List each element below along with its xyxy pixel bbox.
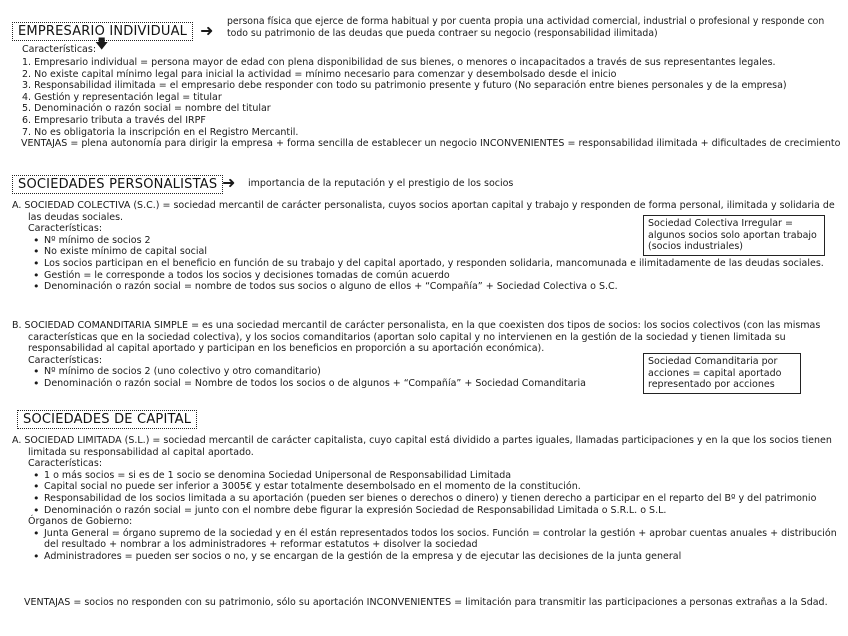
colectiva-irregular-box: Sociedad Colectiva Irregular = algunos socios solo aportan trabajo (socios industriales) <box>643 215 825 256</box>
right-arrow-icon: ➜ <box>222 173 236 192</box>
comanditaria-definition-cont: características que en la sociedad colectiva), y los socios comanditarios (aportan solo capital y no intervienen en la gestión de la sociedad y tienen limitada su <box>28 331 786 343</box>
empresario-ventajas: VENTAJAS = plena autonomía para dirigir la empresa + forma sencilla de establecer un negocio INCONVENIENTES = responsabilidad ilimitada + dificultades de crecimiento <box>21 138 841 150</box>
list-item: • Nº mínimo de socios 2 (uno colectivo y otro comanditario) <box>32 366 820 378</box>
personalistas-title: SOCIEDADES PERSONALISTAS <box>12 175 223 194</box>
organos-bullets <box>12 528 837 563</box>
empresario-list <box>22 57 840 150</box>
list-item: • Responsabilidad de los socios limitada a su aportación (pueden ser bienes o derechos o dinero) y tienen derecho a participar en el reparto del Bº y del patrimonio <box>32 493 837 505</box>
organos-label: Órganos de Gobierno: <box>28 516 133 528</box>
list-item: 4. Gestión y representación legal = titular <box>22 91 222 103</box>
list-item: • Denominación o razón social = Nombre de todos los socios o de algunos + “Compañía” + Sociedad Comanditaria <box>32 378 820 390</box>
limitada-definition: A. SOCIEDAD LIMITADA (S.L.) = sociedad mercantil de carácter capitalista, cuyo capital está dividido a partes iguales, llamadas participaciones y en la que los socios tienen <box>12 435 832 446</box>
list-item: 5. Denominación o razón social = nombre del titular <box>22 103 271 115</box>
right-arrow-icon: ➜ <box>200 21 214 40</box>
list-item: 6. Empresario tributa a través del IRPF <box>22 114 206 126</box>
capital-title: SOCIEDADES DE CAPITAL <box>17 410 197 429</box>
list-item: • Los socios participan en el beneficio en función de su trabajo y del capital aportado, y responden solidaria, mancomunada e ilimitadamente de las deudas sociales. <box>32 258 835 270</box>
comanditaria-characteristics-label: Características: <box>28 354 103 366</box>
comanditaria-acciones-box: Sociedad Comanditaria por acciones = capital aportado representado por acciones <box>643 353 801 394</box>
limitada-definition-cont: limitada su responsabilidad al capital aportado. <box>28 446 254 458</box>
colectiva-characteristics-label: Características: <box>28 223 103 235</box>
list-item: 1. Empresario individual = persona mayor de edad con plena disponibilidad de sus bienes, o menores o incapacitados a través de sus representantes legales. <box>22 57 776 68</box>
colectiva-definition: A. SOCIEDAD COLECTIVA (S.C.) = sociedad mercantil de carácter personalista, cuyos socios aportan capital y trabajo y responden de forma personal, ilimitada y solidaria de <box>12 200 835 211</box>
limitada-section <box>12 435 837 563</box>
junta-general-line: • Junta General = órgano supremo de la sociedad y en él están representados todos los socios. Función = controlar la gestión + aprobar cuentas anuales + distribución <box>44 527 837 539</box>
limitada-bullets <box>12 470 837 516</box>
list-item <box>32 551 837 563</box>
down-arrow-icon: 🡇 <box>95 37 109 52</box>
empresario-title: EMPRESARIO INDIVIDUAL <box>12 22 193 41</box>
comanditaria-definition-cont: responsabilidad al capital aportado y participan en los beneficios en proporción a su aportación económica). <box>28 343 545 355</box>
list-item <box>32 528 837 551</box>
list-item: • Capital social no puede ser inferior a 3005€ y estar totalmente desembolsado en el momento de la constitución. <box>32 481 837 493</box>
list-item: 7. No es obligatoria la inscripción en el Registro Mercantil. <box>22 126 299 138</box>
list-item: • Denominación o razón social = nombre de todos sus socios o alguno de ellos + “Compañía” + Sociedad Colectiva o S.C. <box>32 281 835 293</box>
list-item: • 1 o más socios = si es de 1 socio se denomina Sociedad Unipersonal de Responsabilidad Limitada <box>32 470 837 482</box>
list-item: • No existe mínimo de capital social <box>32 246 835 258</box>
list-item: • Gestión = le corresponde a todos los socios y decisiones tomadas de común acuerdo <box>32 270 835 282</box>
personalistas-definition: importancia de la reputación y el prestigio de los socios <box>248 178 514 189</box>
junta-general-line-cont: del resultado + nombrar a los administradores + reformar estatutos + disolver la sociedad <box>44 539 478 551</box>
colectiva-definition-cont: las deudas sociales. <box>28 211 124 223</box>
empresario-definition: persona física que ejerce de forma habitual y por cuenta propia una actividad comercial, industrial o profesional y responde con todo su patrimonio de las deudas que pueda contraer su negocio (responsabilidad ilimitada) <box>227 16 825 39</box>
empresario-characteristics-label: Características: <box>22 44 97 55</box>
list-item: • Nº mínimo de socios 2 <box>32 235 835 247</box>
limitada-characteristics-label: Características: <box>28 458 103 470</box>
administradores-line: • Administradores = pueden ser socios o no, y se encargan de la gestión de la empresa y de ejecutar las decisiones de la junta general <box>44 550 682 562</box>
list-item: 2. No existe capital mínimo legal para inicial la actividad = mínimo necesario para comenzar y desembolsado desde el inicio <box>22 68 617 80</box>
list-item: • Denominación o razón social = junto con el nombre debe figurar la expresión Sociedad de Responsabilidad Limitada o S.R.L. o S.L. <box>32 505 837 517</box>
capital-ventajas: VENTAJAS = socios no responden con su patrimonio, sólo su aportación INCONVENIENTES = limitación para transmitir las participaciones a personas extrañas a la Sdad. <box>24 597 828 608</box>
comanditaria-definition: B. SOCIEDAD COMANDITARIA SIMPLE = es una sociedad mercantil de carácter personalista, en la que coexisten dos tipos de socios: los socios colectivos (con las mismas <box>12 320 821 331</box>
list-item: 3. Responsabilidad ilimitada = el empresario debe responder con todo su patrimonio presente y futuro (No separación entre bienes personales y de la empresa) <box>22 80 787 92</box>
